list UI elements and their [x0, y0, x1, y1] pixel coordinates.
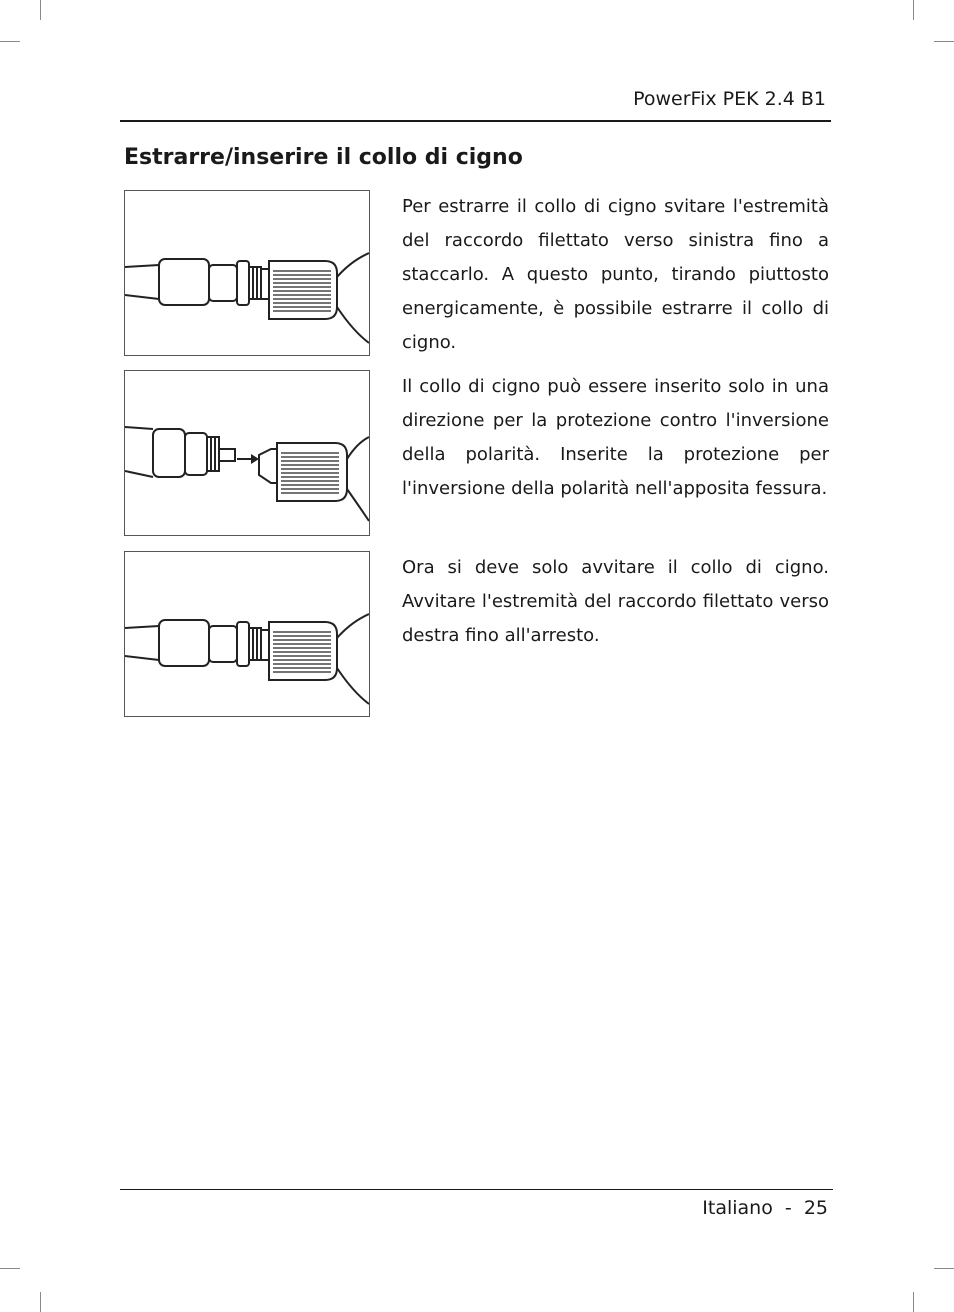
paragraph-insert: Il collo di cigno può essere inserito solo in una direzione per la protezione contro l'inversione della polarità. Inserite la protezione per l'inversione della polarità nell'apposita fessura. [402, 376, 829, 499]
figure-unscrew [124, 190, 370, 356]
crop-mark [934, 1268, 954, 1269]
crop-mark [934, 41, 954, 42]
page-number: 25 [803, 1197, 828, 1219]
crop-mark [0, 1268, 20, 1269]
footer [702, 1197, 828, 1219]
connector-illustration [125, 191, 369, 355]
crop-mark [40, 1292, 41, 1312]
figure-insert [124, 370, 370, 536]
header-rule [120, 120, 831, 122]
header-product-name: PowerFix PEK 2.4 B1 [633, 88, 826, 110]
crop-mark [40, 0, 41, 20]
paragraph-screw: Ora si deve solo avvitare il collo di cigno. Avvitare l'estremità del raccordo filettato verso destra fino all'arresto. [402, 557, 829, 646]
crop-mark [913, 0, 914, 20]
footer-rule [120, 1189, 833, 1190]
connector-separated-illustration [125, 371, 369, 535]
crop-mark [913, 1292, 914, 1312]
crop-mark [0, 41, 20, 42]
section-title: Estrarre/inserire il collo di cigno [124, 145, 523, 170]
footer-language: Italiano [702, 1197, 773, 1219]
figure-screw [124, 551, 370, 717]
connector-assembled-illustration [125, 552, 369, 717]
footer-separator: - [784, 1197, 792, 1219]
paragraph-unscrew: Per estrarre il collo di cigno svitare l'estremità del raccordo filettato verso sinistra fino a staccarlo. A questo punto, tirando piuttosto energicamente, è possibile estrarre il collo di cigno. [402, 196, 829, 353]
